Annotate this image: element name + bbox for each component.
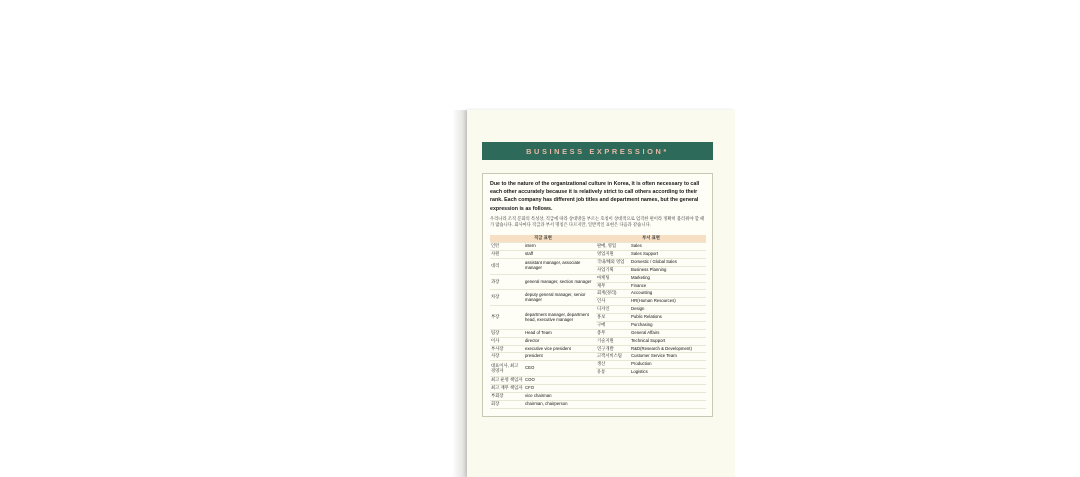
empty-cell [596,400,630,408]
table-row [490,258,706,266]
department-korean: 생산 [596,361,630,369]
table-row [490,329,706,337]
department-korean: 홍보 [596,314,630,322]
empty-cell [630,384,706,392]
rank-english: CEO [524,361,596,377]
rank-english: executive vice president [524,345,596,353]
rank-korean: 사장 [490,353,524,361]
rank-korean: 대리 [490,258,524,274]
department-english: Design [630,306,706,314]
department-english: Domestic / Global Sales [630,258,706,266]
department-english: Production [630,361,706,369]
department-english: Logistics [630,369,706,377]
rank-korean: 부사장 [490,345,524,353]
department-korean: 재무 [596,282,630,290]
section-banner [482,142,713,160]
department-english: Sales [630,243,706,251]
rank-english: Head of Team [524,329,596,337]
department-korean: 영업지원 [596,251,630,259]
department-korean: 국내/해외 영업 [596,258,630,266]
department-english: Business Planning [630,266,706,274]
empty-cell [596,392,630,400]
rank-korean: 회장 [490,400,524,408]
rank-english: department manager, department head, executive manager [524,306,596,330]
department-korean: 사업기획 [596,266,630,274]
empty-cell [596,377,630,385]
table-body [490,243,706,408]
department-english: R&D(Research & Development) [630,345,706,353]
table-row [490,377,706,385]
department-english: General Affairs [630,329,706,337]
department-english: Accounting [630,290,706,298]
rank-korean: 팀장 [490,329,524,337]
document-page [467,110,735,477]
department-korean: 판매, 영업 [596,243,630,251]
rank-english: assistant manager, associate manager [524,258,596,274]
rank-korean: 부회장 [490,392,524,400]
department-english: Technical Support [630,337,706,345]
department-english: Public Relations [630,314,706,322]
rank-korean: 과장 [490,274,524,290]
table-row [490,392,706,400]
table-row [490,345,706,353]
rank-korean: 차장 [490,290,524,306]
rank-english: general manager, section manager [524,274,596,290]
table-row [490,243,706,251]
department-korean: 연구개발 [596,345,630,353]
department-english: Sales Support [630,251,706,259]
department-korean: 고객서비스팀 [596,353,630,361]
empty-cell [596,384,630,392]
intro-korean: 우리나라 조직 문화의 특성상, 직급에 따라 상대방을 부르는 호칭이 상대적으로 엄격한 편이라 정확히 불러줘야 할 때가 많습니다. 회사마다 직급과 부서 명칭은 다르지만, 일반적인 표현은 다음과 같습니다. [490,216,705,228]
rank-english: vice chairman [524,392,596,400]
department-korean: 디자인 [596,306,630,314]
rank-korean: 부장 [490,306,524,330]
rank-english: president [524,353,596,361]
department-korean: 기술지원 [596,337,630,345]
table-row [490,361,706,369]
department-korean: 유통 [596,369,630,377]
table-row [490,353,706,361]
rank-english: COO [524,377,596,385]
rank-english: CFO [524,384,596,392]
table-row [490,384,706,392]
department-english: Customer Service Team [630,353,706,361]
table-row [490,290,706,298]
department-korean: 마케팅 [596,274,630,282]
rank-korean: 최고 재무 책임자 [490,384,524,392]
department-korean: 총무 [596,329,630,337]
rank-korean: 인턴 [490,243,524,251]
rank-header: 직급 표현 [490,235,596,243]
rank-korean: 대표이사, 최고 경영자 [490,361,524,377]
table-row [490,251,706,259]
rank-korean: 사원 [490,251,524,259]
department-korean: 인사 [596,298,630,306]
department-english: Purchasing [630,321,706,329]
department-header: 부서 표현 [596,235,706,243]
rank-korean: 이사 [490,337,524,345]
rank-english: director [524,337,596,345]
expression-table [490,235,706,409]
department-english: Finance [630,282,706,290]
rank-english: intern [524,243,596,251]
department-english: Marketing [630,274,706,282]
table-row [490,337,706,345]
table-row [490,400,706,408]
department-english: HR(Human Resources) [630,298,706,306]
empty-cell [630,392,706,400]
rank-korean: 최고 운영 책임자 [490,377,524,385]
department-korean: 구매 [596,321,630,329]
department-korean: 회계(경리) [596,290,630,298]
table-row [490,306,706,314]
rank-english: deputy general manager, senior manager [524,290,596,306]
intro-english: Due to the nature of the organizational culture in Korea, it is often necessary to call each other accurately because it is relatively strict to call others according to their rank. Each company has different job titles and department names, but the general expression is as follows. [490,181,700,212]
content-card [482,173,713,417]
empty-cell [630,377,706,385]
empty-cell [630,400,706,408]
table-row [490,274,706,282]
banner-title: BUSINESS EXPRESSION* [526,146,669,156]
rank-english: chairman, chairperson [524,400,596,408]
rank-english: staff [524,251,596,259]
